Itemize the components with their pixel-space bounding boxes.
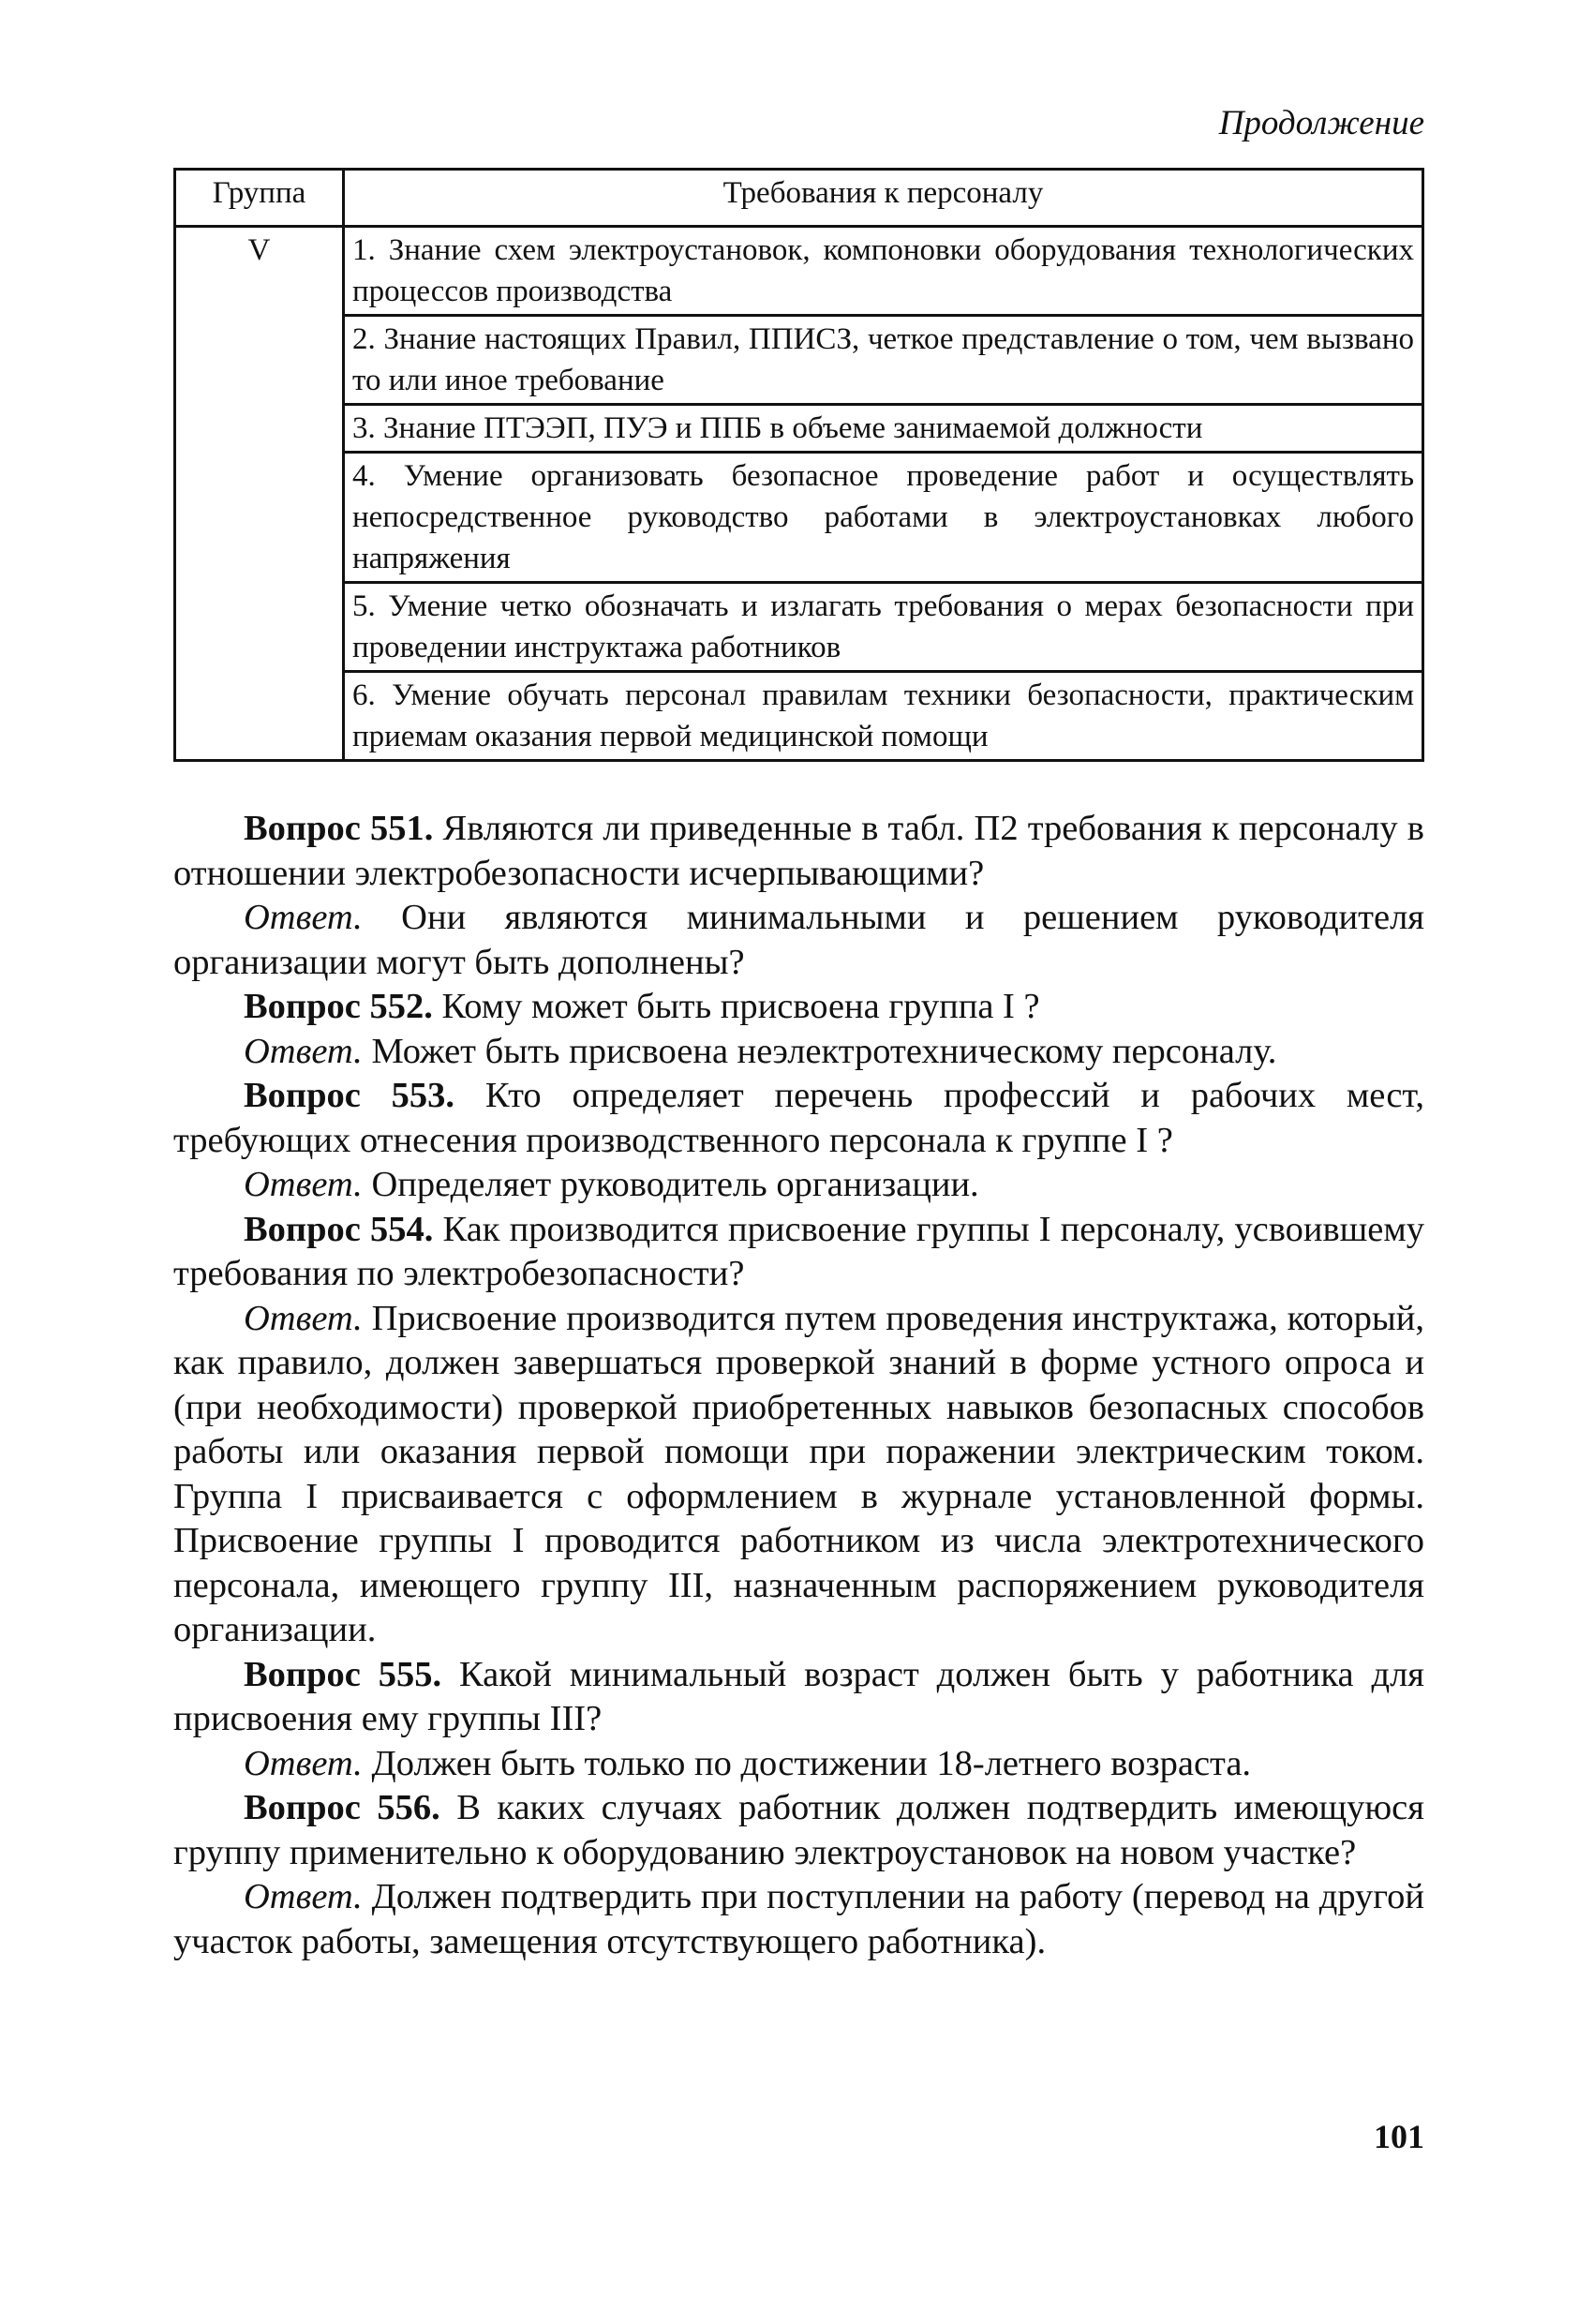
answer-552	[173, 1030, 1424, 1075]
table-header-row	[175, 170, 1423, 227]
question-text: Кому может быть присвоена группа I ?	[432, 987, 1040, 1026]
question-555	[173, 1653, 1424, 1742]
page	[173, 103, 1424, 1964]
answer-label: Ответ.	[244, 1877, 363, 1916]
answer-label: Ответ.	[244, 1743, 363, 1783]
table-row	[175, 227, 1423, 316]
table-row	[175, 316, 1423, 405]
requirement-cell: 4. Умение организовать безопасное проведение работ и осуществлять непосредственное руководство работами в электроустановках любого напряжения	[344, 453, 1423, 583]
requirement-cell: 3. Знание ПТЭЭП, ПУЭ и ППБ в объеме занимаемой должности	[344, 405, 1423, 453]
question-553	[173, 1074, 1424, 1163]
requirement-cell: 6. Умение обучать персонал правилам техники безопасности, практическим приемам оказания первой медицинской помощи	[344, 672, 1423, 761]
requirement-cell: 1. Знание схем электроустановок, компоновки оборудования технологических процессов производства	[344, 227, 1423, 316]
answer-555	[173, 1742, 1424, 1787]
answer-text: Они являются минимальными и решением руководителя организации могут быть дополнены?	[173, 898, 1424, 982]
page-number: 101	[1374, 2118, 1424, 2155]
question-text: Кто определяет перечень профессий и рабочих мест, требующих отнесения производственного персонала к группе I ?	[173, 1076, 1424, 1160]
question-label: Вопрос 556.	[244, 1788, 440, 1827]
question-556	[173, 1786, 1424, 1875]
answer-label: Ответ.	[244, 1298, 363, 1338]
question-label: Вопрос 555.	[244, 1654, 442, 1694]
continuation-label: Продолжение	[1218, 104, 1424, 142]
answer-553	[173, 1163, 1424, 1208]
answer-text: Должен быть только по достижении 18-летнего возраста.	[362, 1743, 1252, 1783]
table-row	[175, 453, 1423, 583]
column-header-group: Группа	[175, 170, 344, 227]
requirements-table	[173, 168, 1424, 762]
question-text: Являются ли приведенные в табл. П2 требования к персоналу в отношении электробезопасности исчерпывающими?	[173, 809, 1424, 893]
question-text: Какой минимальный возраст должен быть у работника для присвоения ему группы III?	[173, 1654, 1424, 1738]
answer-556	[173, 1875, 1424, 1964]
answer-text: Присвоение производится путем проведения инструктажа, который, как правило, должен завершаться проверкой знаний в форме устного опроса и (при необходимости) проверкой приобретенных навыков безопасных способов работы или оказания первой помощи при поражении электрическим током. Группа I присваивается с оформлением в журнале установленной формы. Присвоение группы I проводится работником из числа электротехнического персонала, имеющего группу III, назначенным распоряжением руководителя организации.	[173, 1298, 1424, 1649]
answer-label: Ответ.	[244, 898, 363, 937]
question-label: Вопрос 554.	[244, 1209, 434, 1249]
answer-551	[173, 896, 1424, 985]
question-label: Вопрос 552.	[244, 987, 433, 1026]
table-row	[175, 405, 1423, 453]
question-552	[173, 985, 1424, 1030]
question-label: Вопрос 551.	[244, 809, 434, 848]
answer-text: Может быть присвоена неэлектротехническому персоналу.	[362, 1031, 1277, 1071]
group-cell: V	[175, 227, 344, 761]
question-551	[173, 807, 1424, 896]
requirement-cell: 2. Знание настоящих Правил, ППИСЗ, четкое представление о том, чем вызвано то или иное требование	[344, 316, 1423, 405]
answer-554	[173, 1297, 1424, 1653]
answer-text: Определяет руководитель организации.	[362, 1165, 979, 1204]
column-header-requirements: Требования к персоналу	[344, 170, 1423, 227]
table-row	[175, 583, 1423, 672]
answer-label: Ответ.	[244, 1165, 363, 1204]
qa-section	[173, 807, 1424, 1964]
question-text: Как производится присвоение группы I персоналу, усвоившему требования по электробезопасности?	[173, 1209, 1424, 1293]
question-label: Вопрос 553.	[244, 1076, 455, 1115]
question-text: В каких случаях работник должен подтвердить имеющуюся группу применительно к оборудованию электроустановок на новом участке?	[173, 1788, 1424, 1872]
answer-label: Ответ.	[244, 1031, 363, 1071]
question-554	[173, 1208, 1424, 1297]
answer-text: Должен подтвердить при поступлении на работу (перевод на другой участок работы, замещения отсутствующего работника).	[173, 1877, 1424, 1961]
requirement-cell: 5. Умение четко обозначать и излагать требования о мерах безопасности при проведении инструктажа работников	[344, 583, 1423, 672]
table-row	[175, 672, 1423, 761]
